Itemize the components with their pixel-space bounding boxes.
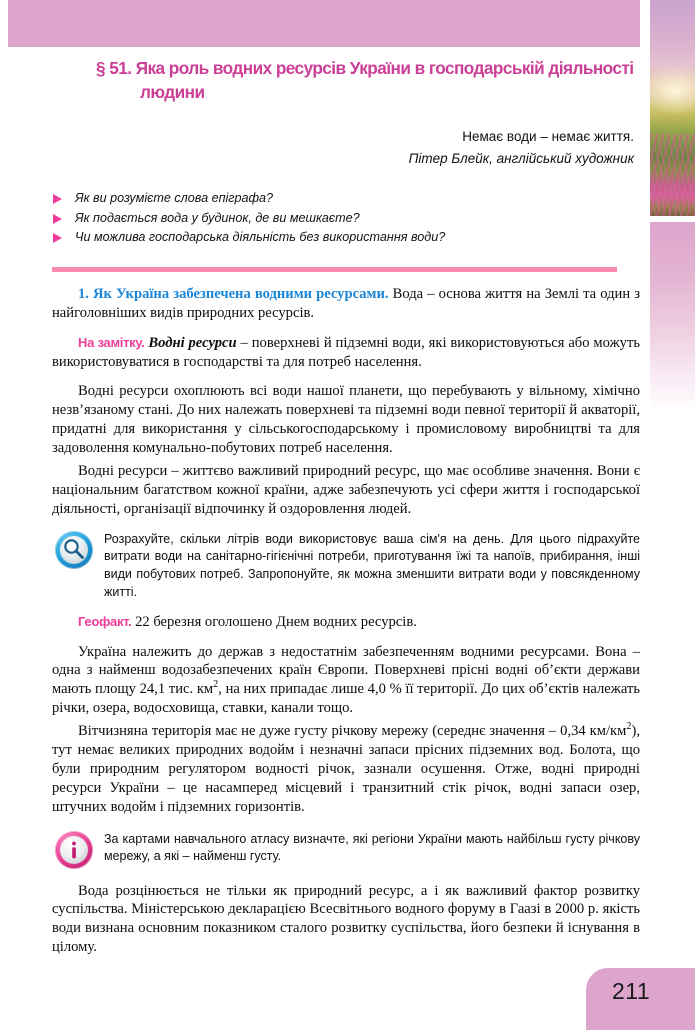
paragraph-3 (52, 643, 640, 719)
page-title-line2: людини (140, 82, 205, 103)
paragraph-5: Вода розцінюється не тільки як природний ресурс, а і як важливий фактор розвитку суспільства. Міністерською декларацією Всесвітнього водного форуму в Гаазі в 2000 р. якість води визнана основним показником сталого розвитку суспільства, його безпеки й існування в цілому. (52, 882, 640, 956)
question-list (52, 189, 640, 248)
section-1-paragraph (52, 285, 640, 323)
question-item (52, 209, 640, 229)
triangle-bullet-icon (53, 214, 62, 224)
epigraph (52, 127, 640, 170)
note-term: Водні ресурси (148, 334, 237, 351)
question-item (52, 228, 640, 248)
paragraph-3-part-a: Україна належить до держав з недостатнім забезпеченням водними ресурсами. Вона – одна з найменш водозабезпечених країн Європи. Поверхневі прісні водні об’єкти держави мають площу 24,1 тис. км (52, 643, 640, 698)
magnifier-glyph (55, 531, 93, 569)
question-text: Як ви розумієте слова епіграфа? (75, 191, 274, 206)
top-pink-band (8, 0, 640, 47)
callout-info-task (52, 831, 640, 871)
triangle-bullet-icon (53, 194, 62, 204)
paragraph-3-part-b: , на них припадає лише 4,0 % її території. До цих об’єктів належать річки, озера, водосховища, ставки, канали тощо. (52, 681, 640, 717)
content-column (52, 56, 640, 957)
callout-info-text: За картами навчального атласу визначте, які регіони України мають найбільш густу річкову мережу, а які – найменш густу. (104, 831, 640, 864)
callout-search-text: Розрахуйте, скільки літрів води використовує ваша сім'я на день. Для цього підрахуйте витрати води на санітарно-гігієнічні потреби, приготування їжі та напоїв, прибирання, інші види побутових потреб. Запропонуйте, як можна зменшити витрати води у повсякденному житті. (104, 531, 640, 599)
note-paragraph (52, 334, 640, 372)
note-text: – поверхневі й підземні води, які використовуються або можуть використовуватися в господарстві та для потреб населення. (52, 334, 640, 370)
epigraph-author: Пітер Блейк, англійський художник (408, 151, 634, 167)
section-1-text: Вода – основа життя на Землі та один з найголовніших видів природних ресурсів. (52, 285, 640, 321)
paragraph-4-part-a: Вітчизняна територія має не дуже густу річкову мережу (середнє значення – 0,34 км/км (78, 723, 627, 740)
paragraph-1: Водні ресурси охоплюють всі води нашої планети, що перебувають у вільному, хімічно незв’язаному стані. До них належать поверхневі та підземні води певної території й акваторії, придатні для використання у сільськогосподарському і промисловому виробництві та для задоволення комунально-побутових потреб населення. (52, 383, 640, 457)
page-number: 211 (612, 978, 651, 1004)
info-glyph (55, 831, 93, 869)
question-item (52, 189, 640, 209)
paragraph-2: Водні ресурси – життєво важливий природний ресурс, що має особливе значення. Вони є національним багатством кожної країни, адже забезпечують усі сфери життя і господарської діяльності, організації відпочинку й оздоровлення людей. (52, 463, 640, 517)
paragraph-4-superscript: 2 (626, 721, 632, 733)
geofact-paragraph (52, 613, 640, 632)
decorative-landscape-photo (650, 0, 695, 216)
question-text: Як подається вода у будинок, де ви мешкаєте? (75, 210, 360, 225)
info-icon (55, 831, 93, 869)
geofact-label: Геофакт. (78, 613, 132, 629)
paragraph-3-superscript: 2 (213, 679, 219, 691)
side-pink-gradient-block (650, 222, 695, 412)
callout-search-task (52, 531, 640, 602)
paragraph-4-part-b: ), тут немає великих природних водойм і незначні запаси прісних підземних вод. Болота, що були природним регулятором водності річок, зазнали осушення. Отже, водні природні ресурси України – це насамперед місцевий і транзитний стік річок, водні запаси озер, штучних водойм і підземних горизонтів. (52, 723, 640, 815)
epigraph-quote: Немає води – немає життя. (462, 128, 634, 144)
triangle-bullet-icon (53, 233, 62, 243)
magnifier-icon (55, 531, 93, 569)
page-title-line1: § 51. Яка роль водних ресурсів України в господарській діяльності (96, 58, 634, 78)
note-label: На замітку. (78, 334, 145, 350)
question-text: Чи можлива господарська діяльність без використання води? (75, 230, 446, 245)
section-1-heading: 1. Як Україна забезпечена водними ресурсами. (78, 285, 389, 302)
pink-divider-rule (52, 267, 617, 272)
paragraph-4 (52, 722, 640, 816)
page-title (96, 56, 682, 105)
geofact-text: 22 березня оголошено Днем водних ресурсів. (131, 613, 417, 630)
